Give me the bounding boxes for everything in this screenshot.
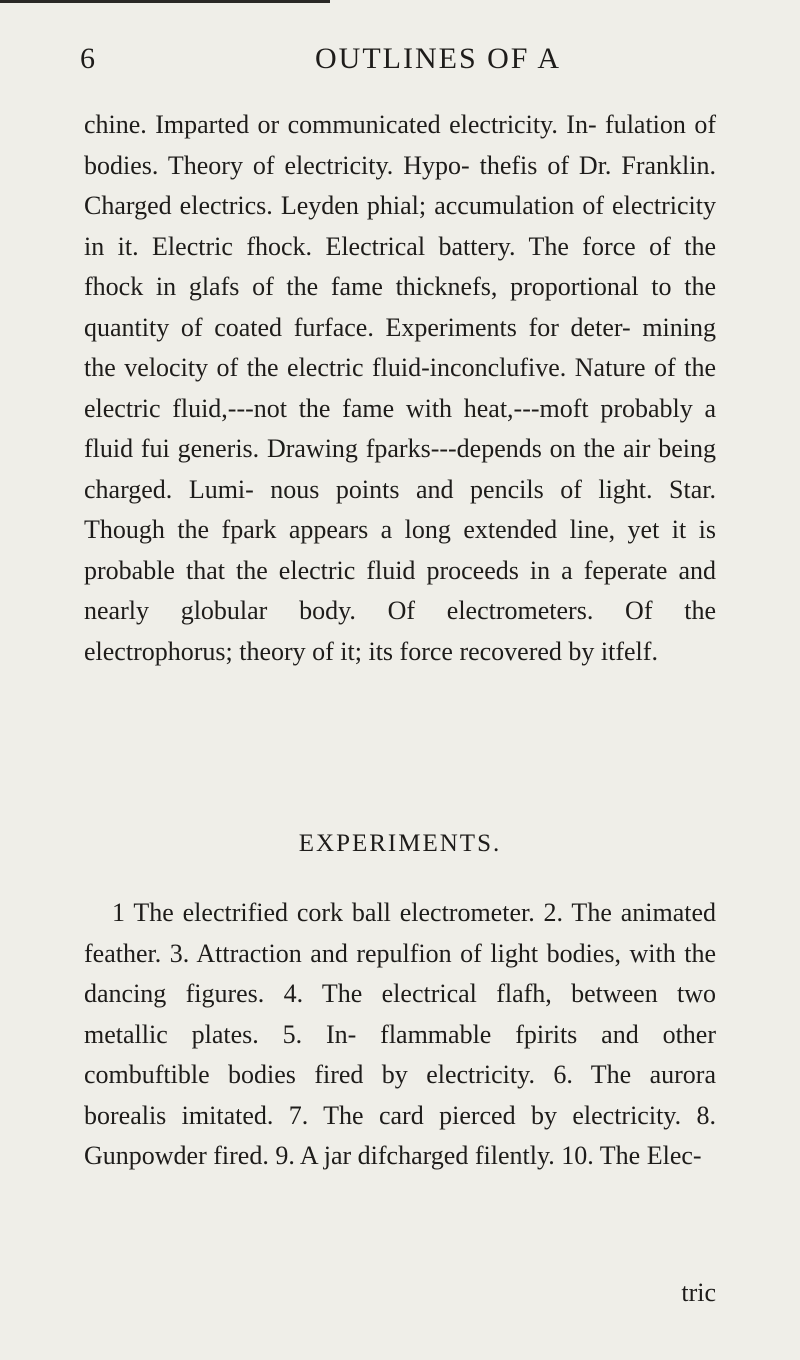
experiments-list bbox=[84, 893, 716, 1177]
page-header bbox=[80, 42, 720, 86]
catchword: tric bbox=[681, 1278, 716, 1307]
page-number: 6 bbox=[80, 42, 96, 75]
body-text bbox=[84, 105, 716, 672]
running-head: OUTLINES OF A bbox=[315, 42, 562, 75]
experiments-heading: EXPERIMENTS. bbox=[298, 830, 502, 857]
experiments-paragraph: 1 The electrified cork ball electrometer. 2. The animated feather. 3. Attraction and repulfion of light bodies, with the dancing figures. 4. The electrical flafh, between two metallic plates. 5. In- flammable fpirits and other combuftible bodies fired by electricity. 6. The aurora borealis imitated. 7. The card pierced by electricity. 8. Gunpowder fired. 9. A jar difcharged filently. 10. The Elec- bbox=[84, 898, 716, 1170]
top-rule bbox=[0, 0, 330, 3]
body-paragraph: chine. Imparted or communicated electricity. In- fulation of bodies. Theory of electricity. Hypo- thefis of Dr. Franklin. Charged electrics. Leyden phial; accumulation of electricity in it. Electric fhock. Electrical battery. The force of the fhock in glafs of the fame thicknefs, proportional to the quantity of coated furface. Experiments for deter- mining the velocity of the electric fluid-inconclufive. Nature of the electric fluid,---not the fame with heat,---moft probably a fluid fui generis. Drawing fparks---depends on the air being charged. Lumi- nous points and pencils of light. Star. Though the fpark appears a long extended line, yet it is probable that the electric fluid proceeds in a feperate and nearly globular body. Of electrometers. Of the electrophorus; theory of it; its force recovered by itfelf. bbox=[84, 110, 716, 666]
